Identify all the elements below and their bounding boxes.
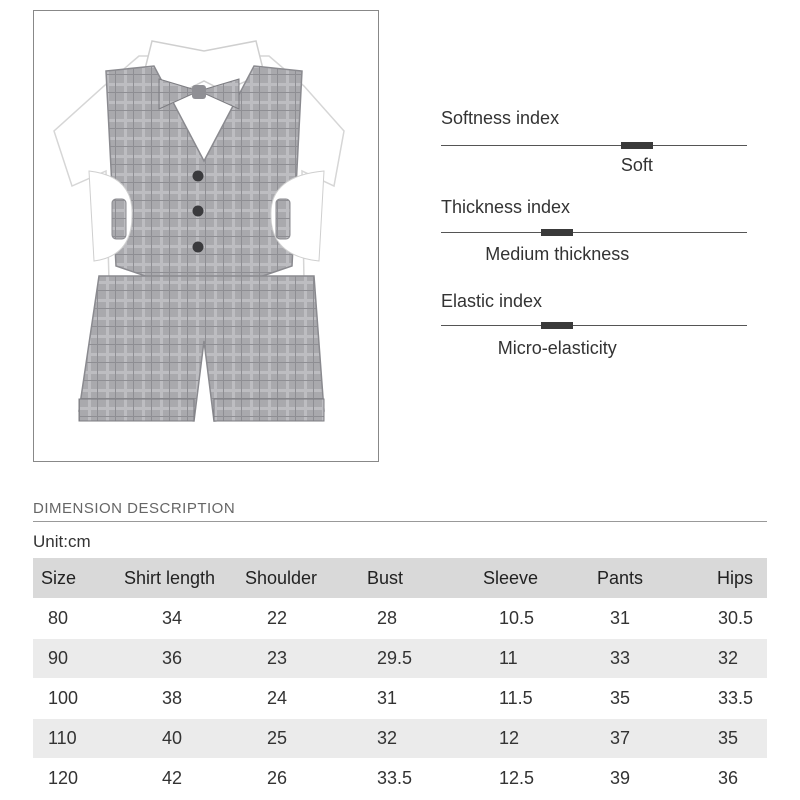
table-cell: 30.5 xyxy=(718,608,754,628)
table-cell: 90 xyxy=(48,648,69,668)
table-cell: 24 xyxy=(267,688,288,708)
table-cell: 28 xyxy=(377,608,398,628)
table-cell: 42 xyxy=(162,768,183,788)
header-cell: Pants xyxy=(597,568,644,588)
table-cell: 32 xyxy=(718,648,739,668)
table-cell: 12 xyxy=(499,728,520,748)
table-cell: 31 xyxy=(377,688,398,708)
table-cell: 32 xyxy=(377,728,398,748)
index-label: Softness index xyxy=(441,108,560,128)
index-track xyxy=(441,325,747,326)
table-cell: 110 xyxy=(48,728,77,748)
table-cell: 40 xyxy=(162,728,183,748)
table-cell: 100 xyxy=(48,688,79,708)
table-header-row xyxy=(33,558,767,598)
table-cell: 38 xyxy=(162,688,183,708)
table-cell: 10.5 xyxy=(499,608,535,628)
index-marker xyxy=(541,322,573,329)
table-cell: 36 xyxy=(162,648,183,668)
index-marker xyxy=(621,142,653,149)
index-value: Medium thickness xyxy=(485,244,630,264)
table-cell: 31 xyxy=(610,608,631,628)
table-row xyxy=(33,719,767,758)
table-cell: 120 xyxy=(48,768,79,788)
header-cell: Bust xyxy=(367,568,404,588)
table-cell: 37 xyxy=(610,728,631,748)
size-table xyxy=(33,558,767,799)
table-cell: 36 xyxy=(718,768,739,788)
table-cell: 12.5 xyxy=(499,768,535,788)
table-cell: 26 xyxy=(267,768,288,788)
table-row xyxy=(33,639,767,678)
table-cell: 33 xyxy=(610,648,631,668)
header-cell: Shirt length xyxy=(124,568,216,588)
header-cell: Sleeve xyxy=(483,568,539,588)
table-cell: 33.5 xyxy=(377,768,413,788)
table-row xyxy=(33,679,767,718)
table-cell: 39 xyxy=(610,768,631,788)
index-track xyxy=(441,232,747,233)
table-cell: 25 xyxy=(267,728,288,748)
header-cell: Shoulder xyxy=(245,568,318,588)
table-cell: 23 xyxy=(267,648,288,668)
table-cell: 11 xyxy=(499,648,518,668)
index-marker xyxy=(541,229,573,236)
table-row xyxy=(33,759,767,798)
table-cell: 33.5 xyxy=(718,688,754,708)
table-cell: 11.5 xyxy=(499,688,533,708)
divider xyxy=(33,521,767,522)
index-label: Thickness index xyxy=(441,197,571,217)
index-value: Soft xyxy=(620,155,653,175)
table-cell: 22 xyxy=(267,608,288,628)
outfit-illustration xyxy=(34,11,379,462)
table-cell: 29.5 xyxy=(377,648,413,668)
index-track xyxy=(441,145,747,146)
dimension-title: DIMENSION DESCRIPTION xyxy=(33,500,236,517)
header-cell: Hips xyxy=(717,568,754,588)
unit-label: Unit:cm xyxy=(33,532,91,551)
table-cell: 34 xyxy=(162,608,183,628)
header-cell: Size xyxy=(41,568,77,588)
index-label: Elastic index xyxy=(441,291,543,311)
index-value: Micro-elasticity xyxy=(497,338,617,358)
table-cell: 35 xyxy=(610,688,631,708)
table-row xyxy=(33,599,767,638)
product-photo xyxy=(33,10,379,462)
table-cell: 80 xyxy=(48,608,69,628)
table-cell: 35 xyxy=(718,728,739,748)
